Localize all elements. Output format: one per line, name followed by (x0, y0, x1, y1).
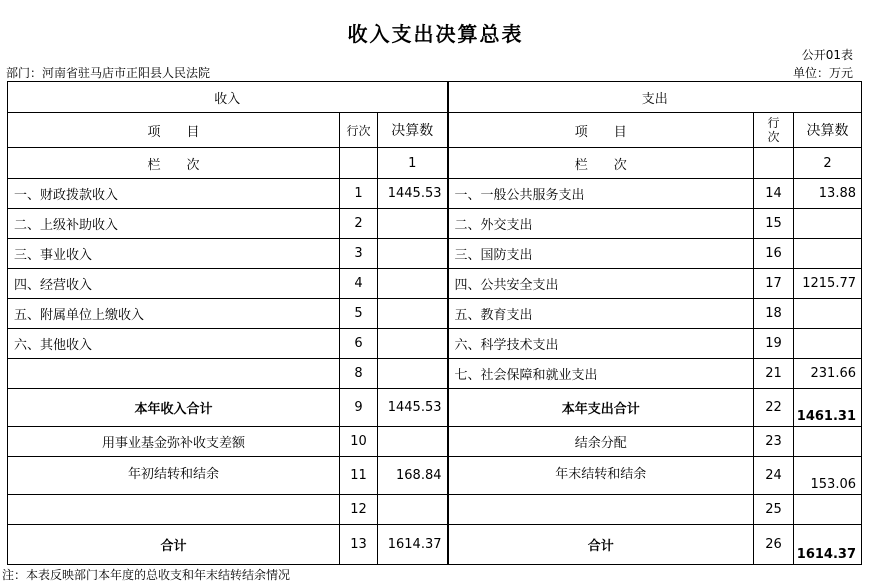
income-line: 10 (340, 427, 378, 457)
expense-amount (794, 239, 862, 269)
table-row (8, 269, 862, 299)
table-row (8, 457, 862, 495)
expense-line: 25 (754, 495, 794, 525)
expense-amount (794, 209, 862, 239)
income-line-header: 行次 (340, 113, 378, 148)
income-line: 3 (340, 239, 378, 269)
column-header-row (8, 113, 862, 148)
expense-column-label: 栏 次 (448, 148, 754, 179)
section-header-row (8, 82, 862, 113)
income-line: 4 (340, 269, 378, 299)
income-line: 9 (340, 389, 378, 427)
expense-amount: 153.06 (794, 457, 862, 495)
income-item: 二、上级补助收入 (8, 209, 340, 239)
income-column-number: 1 (378, 148, 448, 179)
income-item (8, 359, 340, 389)
expense-item: 二、外交支出 (448, 209, 754, 239)
income-expense-table (7, 81, 862, 565)
expense-amount: 13.88 (794, 179, 862, 209)
income-item: 一、财政拨款收入 (8, 179, 340, 209)
expense-item: 七、社会保障和就业支出 (448, 359, 754, 389)
expense-amount: 1215.77 (794, 269, 862, 299)
table-row (8, 299, 862, 329)
income-subtotal-amount: 1445.53 (378, 389, 448, 427)
table-row (8, 239, 862, 269)
department-label: 部门：河南省驻马店市正阳县人民法院 (6, 66, 211, 80)
income-amount: 168.84 (378, 457, 448, 495)
expense-total-label: 合计 (448, 525, 754, 565)
expense-item: 一、一般公共服务支出 (448, 179, 754, 209)
total-row (8, 525, 862, 565)
table-row (8, 359, 862, 389)
income-item: 三、事业收入 (8, 239, 340, 269)
expense-item-header: 项 目 (448, 113, 754, 148)
expense-item (448, 495, 754, 525)
expense-amount (794, 299, 862, 329)
expense-amount-header: 决算数 (794, 113, 862, 148)
expense-line: 23 (754, 427, 794, 457)
income-line: 1 (340, 179, 378, 209)
expense-line: 17 (754, 269, 794, 299)
footnote: 注：本表反映部门本年度的总收支和年末结转结余情况 (2, 568, 291, 582)
income-item (8, 495, 340, 525)
expense-total-amount: 1614.37 (794, 525, 862, 565)
expense-section-header: 支出 (448, 82, 862, 113)
income-amount (378, 495, 448, 525)
income-line: 2 (340, 209, 378, 239)
income-total-amount: 1614.37 (378, 525, 448, 565)
income-total-label: 合计 (8, 525, 340, 565)
income-line: 11 (340, 457, 378, 495)
expense-item: 五、教育支出 (448, 299, 754, 329)
expense-amount (794, 329, 862, 359)
income-amount: 1445.53 (378, 179, 448, 209)
empty-cell (340, 148, 378, 179)
income-amount (378, 269, 448, 299)
table-row (8, 209, 862, 239)
expense-line: 19 (754, 329, 794, 359)
expense-item: 六、科学技术支出 (448, 329, 754, 359)
expense-line: 18 (754, 299, 794, 329)
expense-column-number: 2 (794, 148, 862, 179)
expense-amount (794, 427, 862, 457)
expense-item: 三、国防支出 (448, 239, 754, 269)
expense-line-header: 行次 (754, 113, 794, 148)
income-item: 五、附属单位上缴收入 (8, 299, 340, 329)
income-item: 年初结转和结余 (8, 457, 340, 495)
table-row (8, 329, 862, 359)
expense-subtotal-label: 本年支出合计 (448, 389, 754, 427)
expense-amount: 231.66 (794, 359, 862, 389)
expense-line: 21 (754, 359, 794, 389)
income-item-header: 项 目 (8, 113, 340, 148)
subtotal-row (8, 389, 862, 427)
expense-item: 结余分配 (448, 427, 754, 457)
income-item: 四、经营收入 (8, 269, 340, 299)
expense-line: 16 (754, 239, 794, 269)
expense-line: 15 (754, 209, 794, 239)
form-number: 公开01表 (801, 48, 853, 62)
income-amount-header: 决算数 (378, 113, 448, 148)
income-line: 6 (340, 329, 378, 359)
income-amount (378, 299, 448, 329)
income-line: 13 (340, 525, 378, 565)
income-item: 用事业基金弥补收支差额 (8, 427, 340, 457)
expense-line: 26 (754, 525, 794, 565)
expense-item: 年末结转和结余 (448, 457, 754, 495)
expense-line: 14 (754, 179, 794, 209)
income-subtotal-label: 本年收入合计 (8, 389, 340, 427)
column-number-row (8, 148, 862, 179)
income-line: 12 (340, 495, 378, 525)
table-row (8, 179, 862, 209)
table-row (8, 495, 862, 525)
income-amount (378, 329, 448, 359)
income-column-label: 栏 次 (8, 148, 340, 179)
expense-subtotal-amount: 1461.31 (794, 389, 862, 427)
income-line: 8 (340, 359, 378, 389)
income-section-header: 收入 (8, 82, 448, 113)
income-amount (378, 427, 448, 457)
report-title: 收入支出决算总表 (347, 22, 524, 46)
empty-cell (754, 148, 794, 179)
unit-label: 单位：万元 (792, 66, 853, 80)
expense-item: 四、公共安全支出 (448, 269, 754, 299)
expense-line: 24 (754, 457, 794, 495)
income-line: 5 (340, 299, 378, 329)
expense-line: 22 (754, 389, 794, 427)
expense-amount (794, 495, 862, 525)
income-amount (378, 359, 448, 389)
income-amount (378, 209, 448, 239)
table-row (8, 427, 862, 457)
income-amount (378, 239, 448, 269)
income-item: 六、其他收入 (8, 329, 340, 359)
